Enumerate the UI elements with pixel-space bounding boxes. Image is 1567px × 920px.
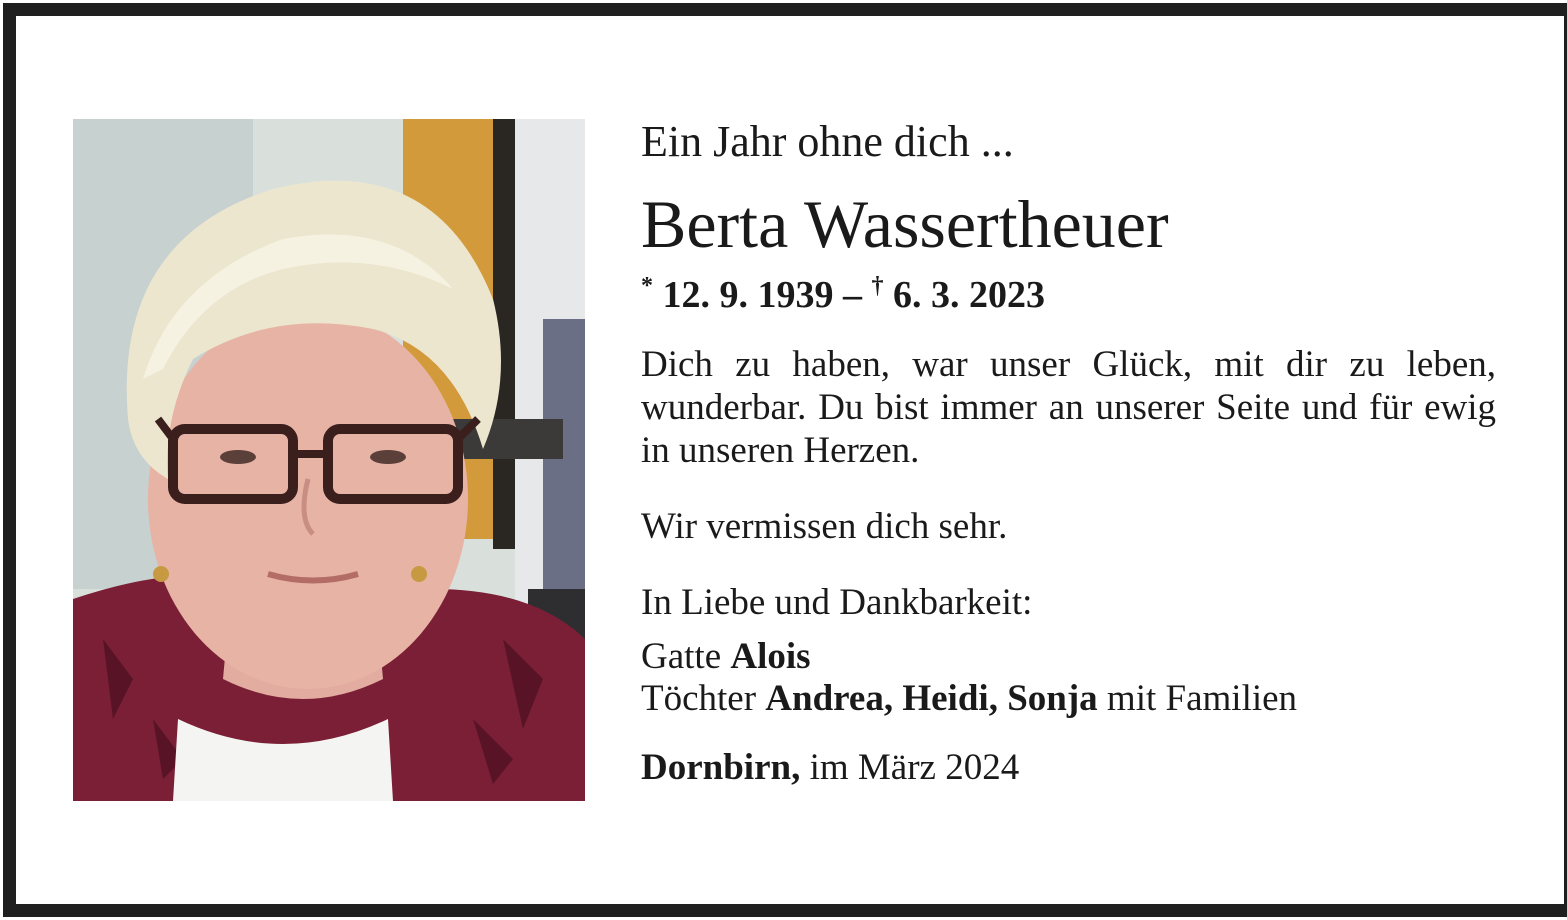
death-symbol: †: [871, 273, 884, 299]
deceased-name: Berta Wassertheuer: [641, 186, 1169, 262]
death-date: 6. 3. 2023: [893, 274, 1045, 316]
thanks-line: In Liebe und Dankbarkeit:: [641, 582, 1033, 623]
family-list: [641, 636, 1496, 720]
place-date: [641, 746, 1496, 789]
town: Dornbirn,: [641, 747, 801, 788]
memorial-verse: Dich zu haben, war unser Glück, mit dir zu leben, wunderbar. Du bist immer an unserer Seite und für ewig in unseren Herzen.: [641, 344, 1496, 471]
date-line: im März 2024: [809, 747, 1020, 788]
daughters-label: Töchter: [641, 678, 757, 719]
portrait-photo: [73, 119, 585, 801]
birth-date: 12. 9. 1939: [662, 274, 834, 316]
life-dates: [641, 264, 1496, 317]
closing-line: Wir vermissen dich sehr.: [641, 506, 1008, 547]
date-separator: –: [843, 274, 862, 316]
birth-symbol: *: [641, 273, 653, 299]
spouse-name: Alois: [730, 636, 811, 677]
obituary-text: [641, 112, 1496, 789]
spouse-label: Gatte: [641, 636, 722, 677]
daughters-names: Andrea, Heidi, Sonja: [765, 678, 1098, 719]
families-suffix: mit Familien: [1106, 678, 1298, 719]
headline: Ein Jahr ohne dich ...: [641, 117, 1014, 166]
